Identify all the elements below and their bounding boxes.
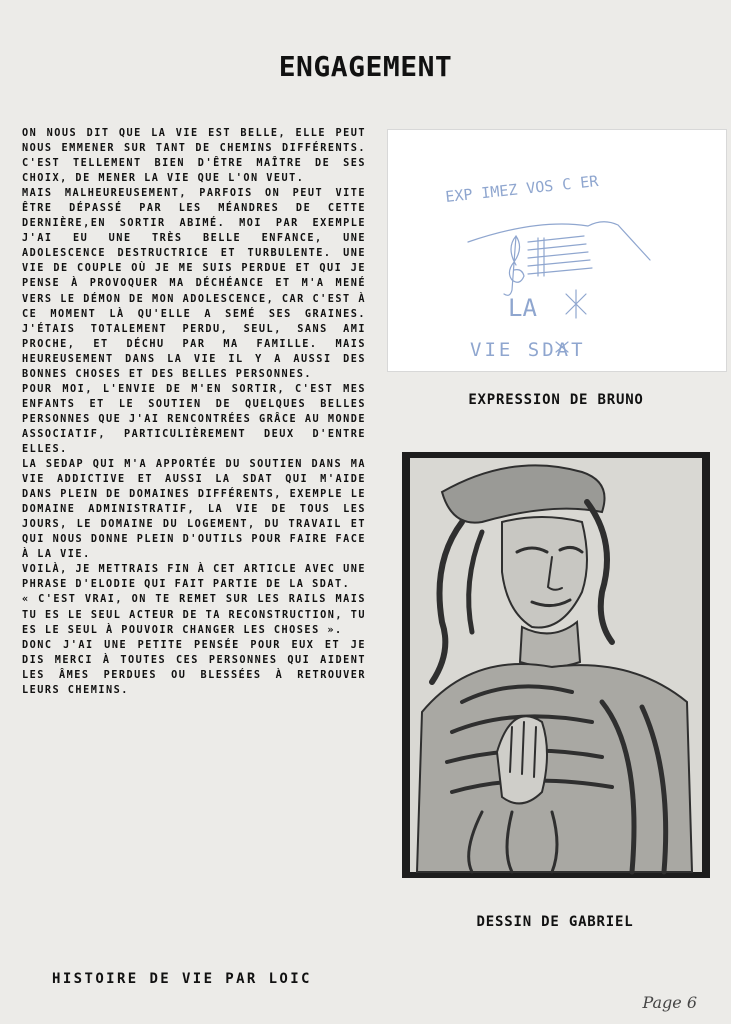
article-paragraph: MAIS MALHEUREUSEMENT, PARFOIS ON PEUT VITE ÊTRE DÉPASSÉ PAR LES MÉANDRES DE CETTE DERNIÈRE,EN SORTIR ABIMÉ. MOI PAR EXEMPLE J'AI EU UNE TRÈS BELLE ENFANCE, UNE ADOLESCENCE DESTRUCTRICE ET TURBULENTE. UNE VIE DE COUPLE OÙ JE ME SUIS PERDUE ET QUI JE PENSE À PROVOQUER MA DÉCHÉANCE ET M'A MENÉ VERS LE DÉMON DE MON ADOLESCENCE, CAR C'EST À CE MOMENT LÀ QU'ELLE A SEMÉ SES GRAINES. J'ÉTAIS TOTALEMENT PERDU, SEUL, SANS AMI PROCHE, ET DÉCHU PAR MA FAMILLE. MAIS HEUREUSEMENT DANS LA VIE IL Y A AUSSI DES BONNES CHOSES ET DES BELLES PERSONNES.: [22, 188, 366, 380]
handwritten-note-image: [387, 129, 727, 372]
article-paragraph: DONC J'AI UNE PETITE PENSÉE POUR EUX ET JE DIS MERCI À TOUTES CES PERSONNES QUI AIDENT LES ÂMES PERDUES OU BLESSÉES À RETROUVER LEURS CHEMINS.: [22, 639, 366, 696]
drawing-caption: DESSIN DE GABRIEL: [476, 914, 634, 930]
article-paragraph: ON NOUS DIT QUE LA VIE EST BELLE, ELLE PEUT NOUS EMMENER SUR TANT DE CHEMINS DIFFÉRENTS. C'EST TELLEMENT BIEN D'ÊTRE MAÎTRE DE SES CHOIX, DE MENER LA VIE QUE L'ON VEUT.: [22, 128, 366, 185]
article-paragraph: « C'EST VRAI, ON TE REMET SUR LES RAILS MAIS TU ES LE SEUL ACTEUR DE TA RECONSTRUCTION, TU ES LE SEUL À POUVOIR CHANGER LES CHOSES ».: [22, 594, 366, 636]
article-body: [22, 126, 366, 968]
article-paragraph: LA SEDAP QUI M'A APPORTÉE DU SOUTIEN DANS MA VIE ADDICTIVE ET AUSSI LA SDAT QUI M'AIDE DANS PLEIN DE DOMAINES DIFFÉRENTS, EXEMPLE LE DOMAINE ADMINISTRATIF, LA VIE DE TOUS LES JOURS, LE DOMAINE DU LOGEMENT, DU TRAVAIL ET QUI NOUS DONNE PLEIN D'OUTILS POUR FAIRE FACE À LA VIE.: [22, 459, 366, 561]
note-text-line1: EXP IMEZ VOS C ER: [444, 172, 600, 206]
page-number: Page 6: [642, 993, 697, 1012]
article-paragraph: POUR MOI, L'ENVIE DE M'EN SORTIR, C'EST MES ENFANTS ET LE SOUTIEN DE QUELQUES BELLES PERSONNES QUE J'AI RENCONTRÉES GRÂCE AU MONDE ASSOCIATIF, PARTICULIÈREMENT DEUX D'ENTRE ELLES.: [22, 383, 366, 455]
note-caption: EXPRESSION DE BRUNO: [468, 392, 644, 408]
note-text-line2: LA: [508, 294, 537, 322]
page-title: ENGAGEMENT: [278, 50, 453, 83]
note-text-line3: VIE SDAT: [470, 339, 586, 361]
article-byline: HISTOIRE DE VIE PAR LOIC: [52, 971, 312, 987]
charcoal-drawing-image: [402, 452, 710, 878]
article-paragraph: VOILÀ, JE METTRAIS FIN À CET ARTICLE AVEC UNE PHRASE D'ELODIE QUI FAIT PARTIE DE LA SDAT.: [22, 564, 366, 591]
